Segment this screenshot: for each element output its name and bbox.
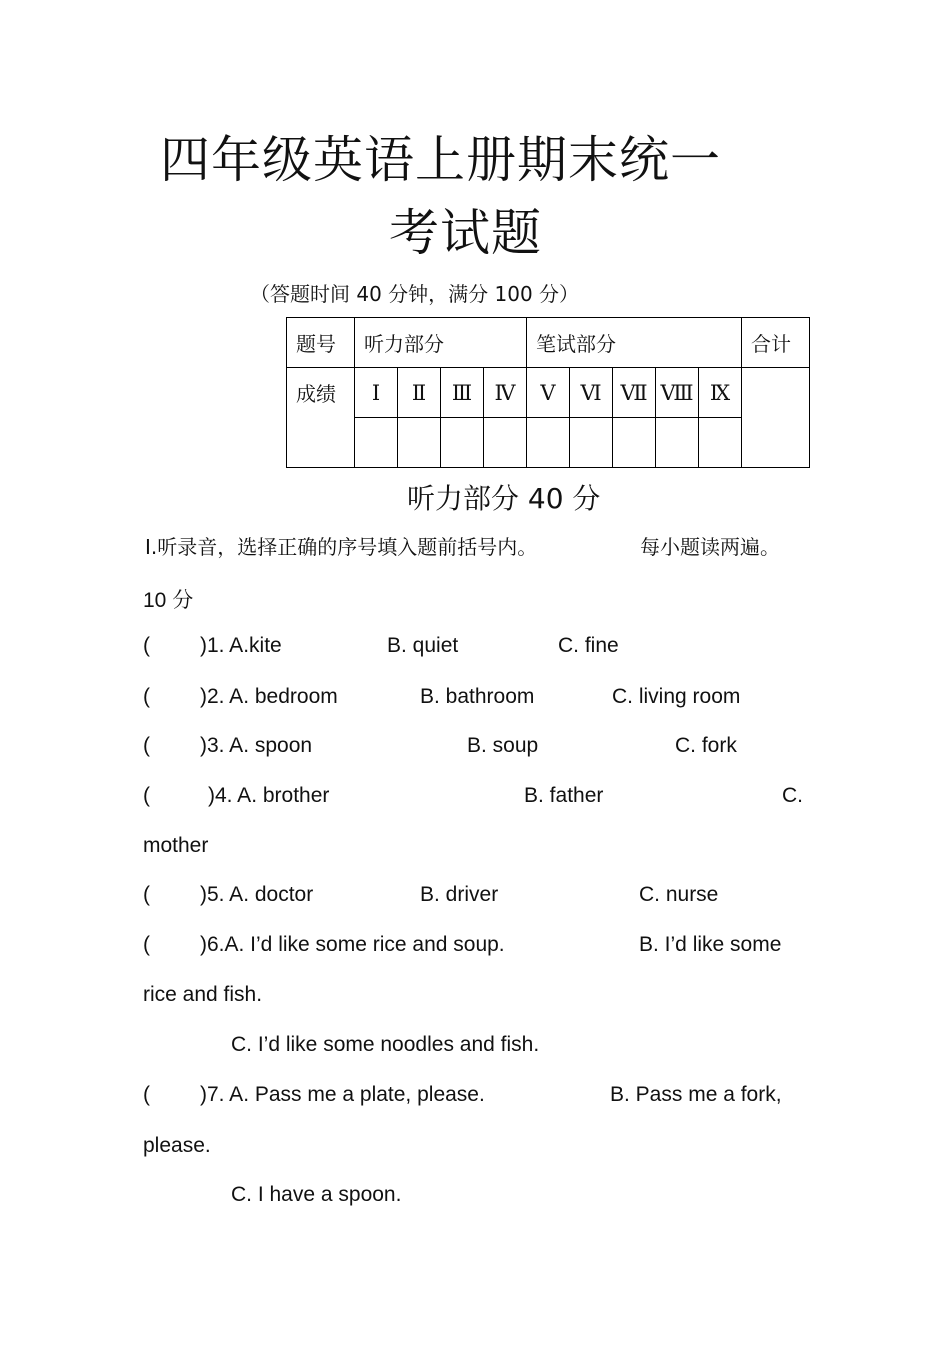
question-5-a: )5. A. doctor: [200, 883, 314, 906]
question-5-c: C. nurse: [639, 883, 719, 906]
page-title-line2: 考试题: [389, 204, 542, 262]
question-7-b-cont: please.: [143, 1134, 211, 1157]
instruction-repeat: 每小题读两遍。: [640, 535, 780, 559]
answer-paren[interactable]: (: [143, 734, 150, 757]
exam-subtitle: （答题时间 40 分钟，满分 100 分）: [250, 282, 580, 306]
score-cell-8[interactable]: [656, 418, 699, 468]
roman-numeral-8: Ⅷ: [656, 368, 699, 418]
score-row-label: 成绩: [287, 368, 355, 468]
score-cell-1[interactable]: [355, 418, 398, 468]
header-cell-written: 笔试部分: [527, 318, 742, 368]
answer-paren[interactable]: (: [143, 933, 150, 956]
question-2-a: )2. A. bedroom: [200, 685, 338, 708]
roman-numeral-2: Ⅱ: [398, 368, 441, 418]
answer-paren[interactable]: (: [143, 883, 150, 906]
question-4-a: )4. A. brother: [208, 784, 330, 807]
question-6-b: B. I’d like some: [639, 933, 782, 956]
question-6-c: C. I’d like some noodles and fish.: [231, 1033, 540, 1056]
instruction-text: Ⅰ.听录音，选择正确的序号填入题前括号内。: [145, 535, 538, 559]
question-6-a: )6.A. I’d like some rice and soup.: [200, 933, 505, 956]
answer-paren[interactable]: (: [143, 1083, 150, 1106]
question-3-b: B. soup: [467, 734, 539, 757]
question-5-b: B. driver: [420, 883, 499, 906]
roman-numeral-3: Ⅲ: [441, 368, 484, 418]
roman-numeral-5: Ⅴ: [527, 368, 570, 418]
question-4-c-cont: mother: [143, 834, 209, 857]
score-cell-9[interactable]: [699, 418, 742, 468]
roman-numeral-4: Ⅳ: [484, 368, 527, 418]
score-cell-5[interactable]: [527, 418, 570, 468]
question-3-c: C. fork: [675, 734, 737, 757]
roman-numeral-1: Ⅰ: [355, 368, 398, 418]
header-cell-total: 合计: [742, 318, 810, 368]
question-6-b-cont: rice and fish.: [143, 983, 263, 1006]
question-7-a: )7. A. Pass me a plate, please.: [200, 1083, 485, 1106]
question-4-c: C.: [782, 784, 803, 807]
score-cell-2[interactable]: [398, 418, 441, 468]
answer-paren[interactable]: (: [143, 784, 150, 807]
section-heading: 听力部分 40 分: [407, 482, 601, 515]
question-7-c: C. I have a spoon.: [231, 1183, 402, 1206]
question-2-c: C. living room: [612, 685, 741, 708]
roman-numeral-7: Ⅶ: [613, 368, 656, 418]
question-2-b: B. bathroom: [420, 685, 535, 708]
score-cell-7[interactable]: [613, 418, 656, 468]
roman-numeral-6: Ⅵ: [570, 368, 613, 418]
score-table: [286, 317, 810, 468]
answer-paren[interactable]: (: [143, 685, 150, 708]
question-1-b: B. quiet: [387, 634, 459, 657]
question-1-c: C. fine: [558, 634, 619, 657]
answer-paren[interactable]: (: [143, 634, 150, 657]
question-1-a: )1. A.kite: [200, 634, 282, 657]
page-title-line1: 四年级英语上册期末统一: [160, 131, 721, 189]
question-4-b: B. father: [524, 784, 604, 807]
total-score-cell: [742, 368, 810, 468]
score-cell-4[interactable]: [484, 418, 527, 468]
header-cell-listening: 听力部分: [355, 318, 527, 368]
instruction-score: 10 分: [143, 589, 194, 612]
question-7-b: B. Pass me a fork,: [610, 1083, 782, 1106]
score-cell-3[interactable]: [441, 418, 484, 468]
header-cell-number: 题号: [287, 318, 355, 368]
roman-numeral-9: Ⅸ: [699, 368, 742, 418]
score-cell-6[interactable]: [570, 418, 613, 468]
question-3-a: )3. A. spoon: [200, 734, 313, 757]
